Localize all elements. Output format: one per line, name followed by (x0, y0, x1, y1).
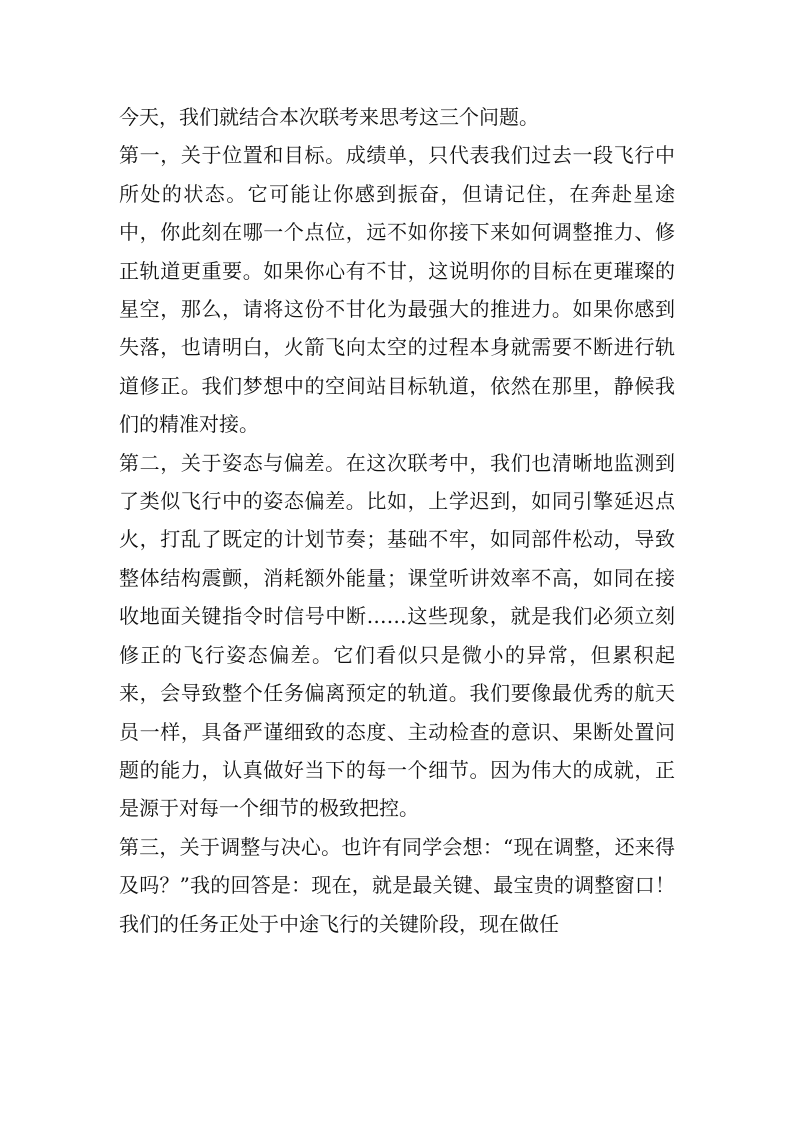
paragraph-first-point: 第一，关于位置和目标。成绩单，只代表我们过去一段飞行中所处的状态。它可能让你感到振奋，但请记住，在奔赴星途中，你此刻在哪一个点位，远不如你接下来如何调整推力、修正轨道更重要。如果你心有不甘，这说明你的目标在更璀璨的星空，那么，请将这份不甘化为最强大的推进力。如果你感到失落，也请明白，火箭飞向太空的过程本身就需要不断进行轨道修正。我们梦想中的空间站目标轨道，依然在那里，静候我们的精准对接。 (119, 143, 675, 437)
document-body (119, 98, 675, 943)
paragraph-third-point: 第三，关于调整与决心。也许有同学会想：“现在调整，还来得及吗？”我的回答是：现在，就是最关键、最宝贵的调整窗口！我们的任务正处于中途飞行的关键阶段，现在做任 (119, 834, 675, 936)
paragraph-intro: 今天，我们就结合本次联考来思考这三个问题。 (119, 105, 539, 129)
paragraph-second-point: 第二，关于姿态与偏差。在这次联考中，我们也清晰地监测到了类似飞行中的姿态偏差。比如，上学迟到，如同引擎延迟点火，打乱了既定的计划节奏；基础不牢，如同部件松动，导致整体结构震颤，消耗额外能量；课堂听讲效率不高，如同在接收地面关键指令时信号中断……这些现象，就是我们必须立刻修正的飞行姿态偏差。它们看似只是微小的异常，但累积起来，会导致整个任务偏离预定的轨道。我们要像最优秀的航天员一样，具备严谨细致的态度、主动检查的意识、果断处置问题的能力，认真做好当下的每一个细节。因为伟大的成就，正是源于对每一个细节的极致把控。 (119, 450, 675, 821)
